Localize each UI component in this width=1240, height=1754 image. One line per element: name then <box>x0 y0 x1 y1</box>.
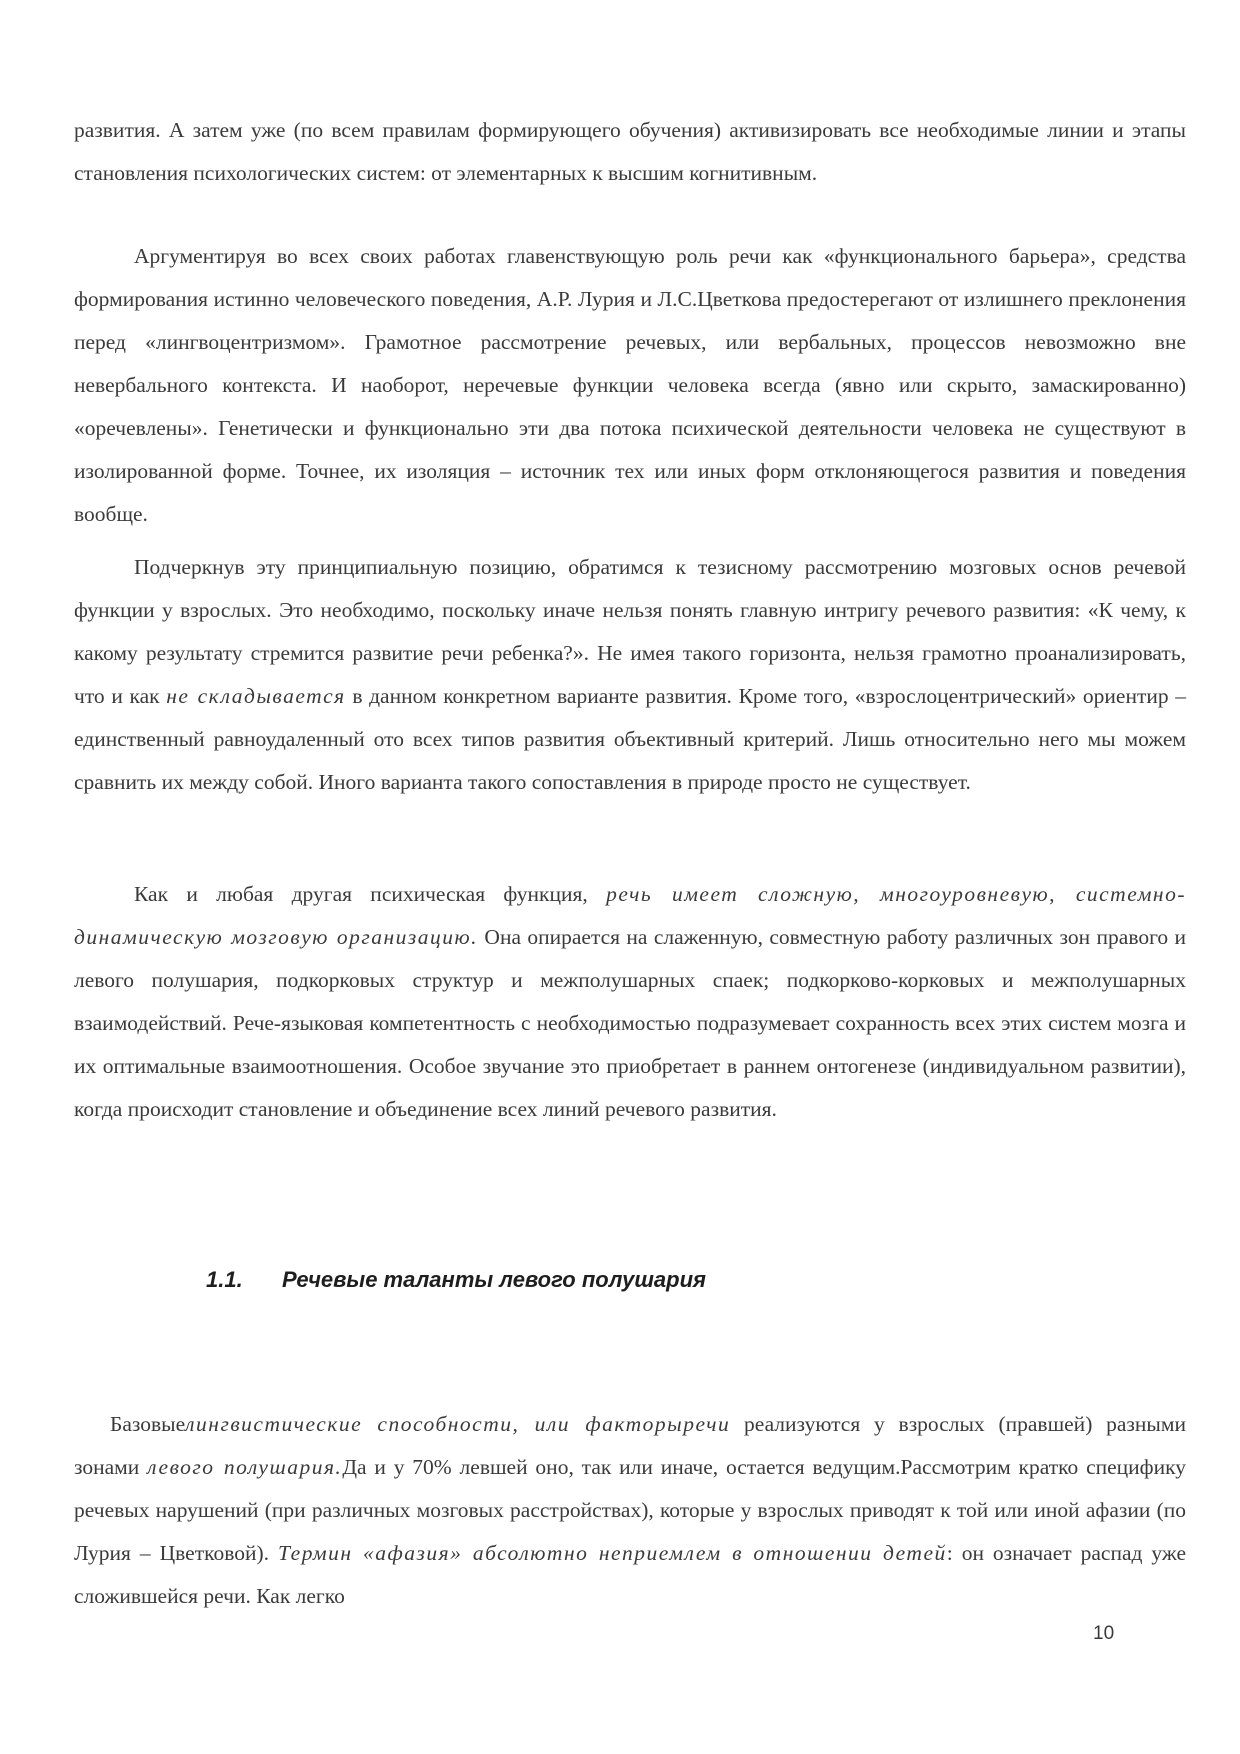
paragraph-1: развития. А затем уже (по всем правилам формирующего обучения) активизировать все необходимые линии и этапы становления психологических систем: от элементарных к высшим когнитивным. <box>74 118 1186 185</box>
paragraph-5-emphasis-2: левого полушария. <box>147 1455 343 1479</box>
paragraph-5-emphasis-1: лингвистические способности, или факторыречи <box>185 1412 731 1436</box>
paragraph-3 <box>74 546 1186 804</box>
paragraph-5 <box>74 1403 1186 1618</box>
paragraph-5-text-1: Базовые <box>110 1412 186 1436</box>
paragraph-5-text-3: Да и у 70% левшей оно, так или иначе, остается ведущим.Рассмотрим кратко специфику речевых нарушений (при различных мозговых расстройствах), которые у взрослых приводят к той или иной афазии (по Лурия – Цветковой). <box>74 1455 1186 1565</box>
paragraph-5-text-4: : он означает распад уже сложившейся речи. Как легко <box>74 1541 1186 1608</box>
page-number: 10 <box>1093 1623 1115 1644</box>
paragraph-5-text-2: реализуются у взрослых (правшей) разными зонами <box>74 1412 1186 1479</box>
paragraph-4 <box>74 873 1186 1131</box>
paragraph-4-text-a: Как и любая другая психическая функция, <box>134 882 607 906</box>
paragraph-5-emphasis-3: Термин «афазия» абсолютно неприемлем в отношении детей <box>278 1541 947 1565</box>
paragraph-3-emphasis: не складывается <box>166 684 346 708</box>
paragraph-3-text-b: в данном конкретном варианте развития. Кроме того, «взрослоцентрический» ориентир – единственный равноудаленный ото всех типов развития объективный критерий. Лишь относительно него мы можем сравнить их между собой. Иного варианта такого сопоставления в природе просто не существует. <box>74 684 1186 794</box>
section-heading <box>206 1267 706 1293</box>
paragraph-4-emphasis: речь имеет сложную, многоуровневую, системно-динамическую мозговую организацию. <box>74 882 1186 949</box>
section-title: Речевые таланты левого полушария <box>282 1267 706 1292</box>
paragraph-3-text-a: Подчеркнув эту принципиальную позицию, обратимся к тезисному рассмотрению мозговых основ речевой функции у взрослых. Это необходимо, поскольку иначе нельзя понять главную интригу речевого развития: «К чему, к какому результату стремится развитие речи ребенка?». Не имея такого горизонта, нельзя грамотно проанализировать, что и как <box>74 555 1186 708</box>
section-number: 1.1. <box>206 1267 243 1292</box>
paragraph-4-text-b: Она опирается на слаженную, совместную работу различных зон правого и левого полушария, подкорковых структур и межполушарных спаек; подкорково-корковых и межполушарных взаимодействий. Рече-языковая компетентность с необходимостью подразумевает сохранность всех этих систем мозга и их оптимальные взаимоотношения. Особое звучание это приобретает в раннем онтогенезе (индивидуальном развитии), когда происходит становление и объединение всех линий речевого развития. <box>74 925 1186 1121</box>
paragraph-2: Аргументируя во всех своих работах главенствующую роль речи как «функционального барьера», средства формирования истинно человеческого поведения, А.Р. Лурия и Л.С.Цветкова предостерегают от излишнего преклонения перед «лингвоцентризмом». Грамотное рассмотрение речевых, или вербальных, процессов невозможно вне невербального контекста. И наоборот, неречевые функции человека всегда (явно или скрыто, замаскированно) «оречевлены». Генетически и функционально эти два потока психической деятельности человека не существуют в изолированной форме. Точнее, их изоляция – источник тех или иных форм отклоняющегося развития и поведения вообще. <box>74 244 1186 526</box>
